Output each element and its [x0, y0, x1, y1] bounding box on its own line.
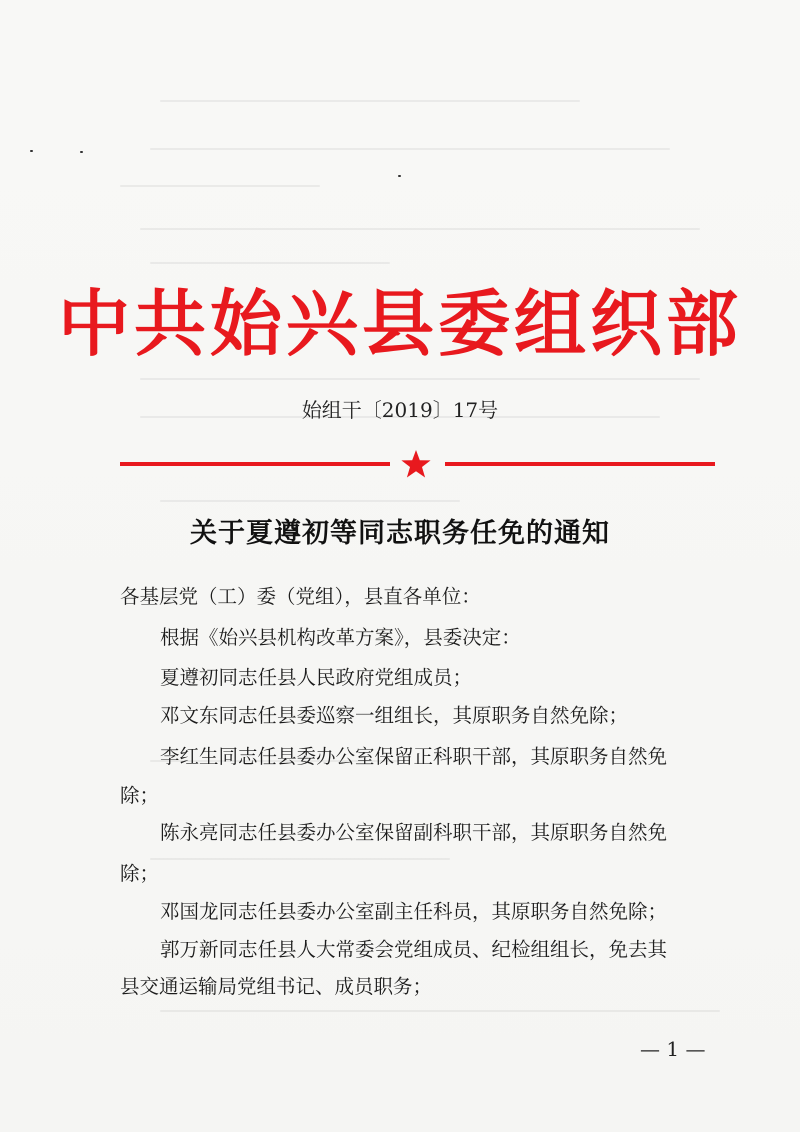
scan-speck: [398, 175, 401, 177]
paragraph-line: 陈永亮同志任县委办公室保留副科职干部，其原职务自然免: [160, 821, 668, 844]
salutation: 各基层党（工）委（党组），县直各单位：: [120, 585, 481, 608]
paragraph-line: 除；: [120, 862, 160, 885]
paragraph-line: 邓国龙同志任县委办公室副主任科员，其原职务自然免除；: [160, 900, 668, 923]
paragraph-line: 李红生同志任县委办公室保留正科职干部，其原职务自然免: [160, 745, 668, 768]
scan-speck: [80, 151, 83, 153]
paragraph-line: 郭万新同志任县人大常委会党组成员、纪检组组长，免去其: [160, 938, 668, 961]
bleed-through: [150, 148, 670, 150]
scan-speck: [30, 150, 33, 152]
paragraph-line: 除；: [120, 784, 160, 807]
bleed-through: [160, 100, 580, 102]
bleed-through: [120, 185, 320, 187]
notice-title: 关于夏遵初等同志职务任免的通知: [190, 518, 610, 549]
bleed-through: [140, 378, 700, 380]
page-number: — 1 —: [640, 1037, 706, 1061]
paragraph-line: 根据《始兴县机构改革方案》，县委决定：: [160, 626, 521, 649]
paragraph-line: 邓文东同志任县委巡察一组组长，其原职务自然免除；: [160, 704, 629, 727]
red-divider-left: [120, 462, 390, 466]
red-divider-right: [445, 462, 715, 466]
bleed-through: [140, 228, 700, 230]
bleed-through: [160, 1010, 720, 1012]
org-letterhead-title: 中共始兴县委组织部: [57, 281, 742, 366]
paragraph-line: 县交通运输局党组书记、成员职务；: [120, 975, 433, 998]
bleed-through: [160, 500, 460, 502]
red-star-icon: [400, 448, 432, 480]
document-number: 始组干〔2019〕17号: [301, 398, 499, 422]
paragraph-line: 夏遵初同志任县人民政府党组成员；: [160, 666, 473, 689]
bleed-through: [150, 262, 390, 264]
